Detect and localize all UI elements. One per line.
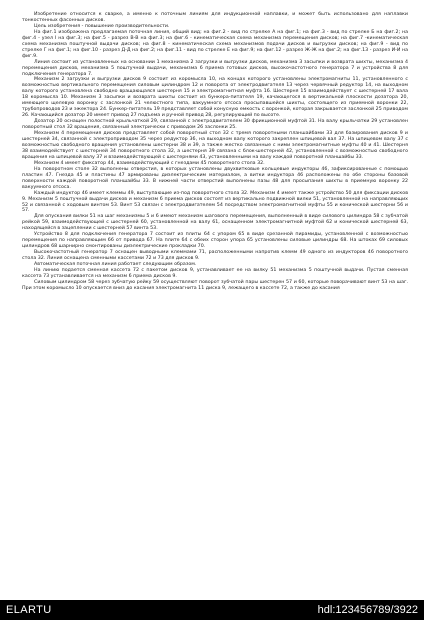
document-body	[22, 12, 408, 292]
handle-identifier: hdl:123456789/3922	[317, 604, 418, 616]
paragraph-11: Для опускания вилки 51 на шаг механизмы 5 и 6 имеют механизм шагового перемещения, выполненный в виде силового цилиндра 58 с зубчатой рейкой 59, взаимодействующей с шестерней 60, установленной на валу 61, оснащенном электромагнитной муфтой 62 и конической шестерней 63, находящейся в зацеплении с шестерней 57 винта 53.	[22, 214, 408, 232]
paragraph-4: Линия состоит из установленных на основании 1 механизма 2 загрузки и выгрузки дисков, механизма 3 засыпки и возврата шихты, механизма 4 перемещения дисков, механизма 5 поштучной выдачи, механизма 6 приема готовых дисков, высокочастотного генератора 7 и устройства 8 для подключения генератора 7.	[22, 59, 408, 77]
paragraph-5: Механизм 2 загрузки и выгрузки дисков 9 состоит из коромысла 10, на концах которого установлены электромагниты 11, установленного с возможностью вертикального перемещения силовым цилиндром 12 и поворота от электродвигателя 13 через червячный редуктор 14, на выходном валу которого установлена свободно вращающаяся шестерня 15 и электромагнитная муфта 16. Шестерня 15 взаимодействует с шестерней 17 вала 18 коромысла 10. Механизм 3 засыпки и возврата шихты состоит из бункера-питателя 19, качающегося в вертикальной плоскости дозатора 20, имеющего щелевую воронку с заслонкой 21 челюстного типа, вакуумного отсоса просыпавшейся шихты, состоящего из приемной воронки 22, трубопроводов 23 и эжектора 24. Бункер-питатель 19 представляет собой конусную емкость с воронкой, которая закрывается заслонкой 25 приводом 26. Качающийся дозатор 20 имеет привод 27 подъема и ручной привод 28, регулирующий по высоте.	[22, 77, 408, 119]
paragraph-6: Дозатор 20 оснащен полостной крыльчаткой 29, связанной с электродвигателем 30 фрикционной муфтой 31. На валу крыльчатки 29 установлен поворотный стол 32 вращения, связанный электрически с приводом 26 заслонки 25.	[22, 119, 408, 131]
paragraph-16: Силовым цилиндром 58 через зубчатую рейку 59 осуществляют поворот зубчатой пары шестерен 57 и 60, которые поворачивают винт 53 на шаг. При этом коромысло 10 опускается вниз до касания электромагнита 11 диска 9, лежащего в кассете 72, а также до касания	[22, 279, 408, 291]
footer-bar	[0, 600, 424, 620]
paragraph-3: На фиг.1 изображена предлагаемая поточная линия, общий вид; на фиг.2 - вид по стрелке А на фиг.1; на фиг.3 - вид по стрелке Б на фиг.2; на фиг.4 - узел I на фиг.3; на фиг.5 - разрез В-В на фиг.3; на фиг.6 - кинематическая схема механизма перемещения дисков; на фиг.7 -кинематическая схема механизма поштучной выдачи дисков; на фиг.8 - кинематическая схема механизмов подачи дисков и выгрузки дисков; на фиг.9 - вид по стрелке Г на фиг.1; на фиг.10 - разрез Д-Д на фиг.2; на фиг.11 - вид по стрелке Е на фиг.9; на фиг.12 - разрез Ж-Ж на фиг.2; на фиг.13 - разрез И-И на фиг.9.	[22, 29, 408, 59]
paragraph-15: На линию подается сменная кассета 72 с пакетом дисков 9, устанавливает ее на вилку 51 механизма 5 поштучной выдачи. Пустая сменная кассета 73 устанавливается на механизм 6 приема дисков 9.	[22, 267, 408, 279]
paragraph-9: На поворотном столе 32 выполнены отверстия, в которых установлены двухвитковые кольцевые индукторы 46, зафиксированные с помощью пластин 47. Гнезда 45 и пластины 47 армированы диэлектрическим материалом, а витки индуктора 46 расположены по обе стороны базовой поверхности каждой поворотной планшайбы 33. В нижней части отверстий выполнены пазы 48 для просыпания шихты в приемную воронку 22 вакуумного отсоса.	[22, 166, 408, 190]
paragraph-12: Устройство 8 для подключения генератора 7 состоит из плиты 64 с упором 65 в виде срезанной пирамиды, установленной с возможностью перемещения по направляющим 66 от привода 67. На плите 64 с обеих сторон упора 65 установлены силовые цилиндры 68. На штоках 69 силовых цилиндров 68 шарнирно смонтированы диэлектрические прокладки 70.	[22, 232, 408, 250]
paragraph-7: Механизм 4 перемещения дисков представляет собой поворотный стол 32 с тремя поворотными планшайбами 33 для базирования дисков 9 и шестерней 34, связанной с электроприводом 35 через редуктор 36, на выходном валу которого закреплен шпицевой вал 37. На шпицевом валу 37 с возможностью свободного вращения установлены шестерни 38 и 39, а также жестко связанные с ними электромагнитные муфты 40 и 41. Шестерня 38 взаимодействует с шестерней 34 поворотного стола 32, а шестерня 39 связана с блок-шестерней 42, установленной с возможностью свободного вращения на шпицевой валу 37 и взаимодействующей с шестернями 43, установленными на валу каждой поворотной планшайбы 33.	[22, 131, 408, 160]
paragraph-13: Высокочастотный генератор 7 оснащен выводными клеммами 71, расположенными напротив клемм 49 одного из индукторов 46 поворотного стола 32. Линия оснащена сменными кассетами 72 и 73 для дисков 9.	[22, 250, 408, 262]
paragraph-10: Каждый индуктор 46 имеет клеммы 49, выступающие из-под поворотного стола 32. Механизм 4 имеет также устройство 50 для фиксации дисков 9. Механизм 5 поштучной выдачи дисков и механизм 6 приема дисков состоят из вертикально подвижной вилки 51, установленной на направляющих 52 и связанной с ходовым винтом 53. Винт 53 связан с электродвигателем 54 посредством электромагнитной муфты 55 и конической шестерни 56 и 57.	[22, 190, 408, 214]
paragraph-8: Механизм 4 имеет фиксатор 44, взаимодействующий с гнездами 45 поворотного стола 32.	[34, 160, 265, 166]
paragraph-14: Автоматическая поточная линия работает следующим образом.	[34, 262, 197, 268]
paragraph-1: Изобретение относится к сварке, а именно к поточным линиям для индукционной наплавки, и может быть использовано для наплавки тонкостенных фасонных дисков.	[22, 12, 408, 23]
paragraph-2: Цель изобретения - повышение производительности.	[34, 23, 170, 29]
repository-name: ELARTU	[6, 604, 52, 616]
